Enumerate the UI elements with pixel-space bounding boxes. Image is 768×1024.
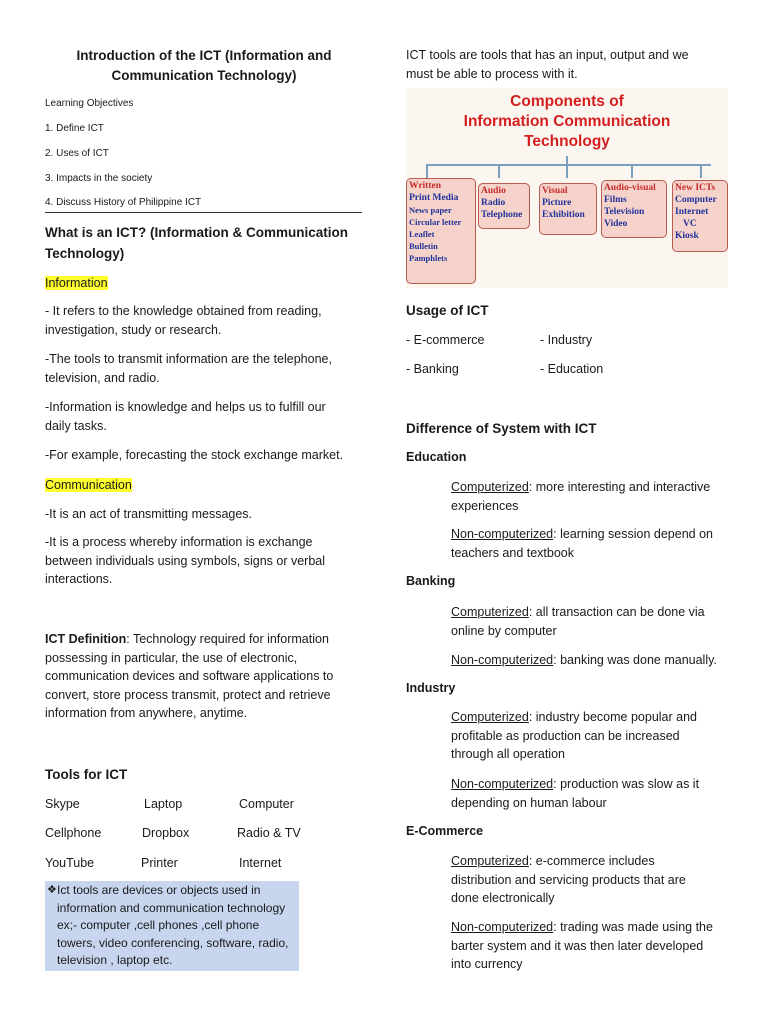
objective-item: 1. Define ICT [45, 123, 104, 134]
component-box-new-icts: New ICTs Computer Internet VC Kiosk [672, 180, 728, 252]
tool-item: Radio & TV [237, 826, 301, 840]
comm-paragraph-1: -It is an act of transmitting messages. [45, 507, 253, 521]
tool-item: YouTube [45, 856, 95, 870]
information-label: Information [45, 276, 108, 290]
tool-item: Internet [239, 856, 282, 870]
connector-line [426, 164, 428, 178]
ict-components-diagram [406, 88, 728, 288]
component-box-visual: Visual Picture Exhibition [539, 183, 597, 235]
ecommerce-non-computerized: Non-computerized: trading was made using the barter system and it was then later developed into currency [451, 920, 713, 971]
usage-item: - Education [540, 362, 604, 376]
ecommerce-computerized: Computerized: e-commerce includes distribution and servicing products that are done electronically [451, 854, 686, 905]
diagram-title: Components of Information Communication Technology [463, 93, 671, 150]
objective-item: 4. Discuss History of Philippine ICT [45, 197, 202, 208]
connector-line [700, 164, 702, 178]
objectives-heading: Learning Objectives [45, 98, 134, 109]
ict-tools-intro: ICT tools are tools that has an input, output and we must be able to process with it. [406, 48, 689, 81]
tool-item: Computer [239, 797, 294, 811]
banking-non-computerized: Non-computerized: banking was done manually. [451, 653, 717, 667]
info-paragraph-3: -Information is knowledge and helps us to fulfill our daily tasks. [45, 400, 326, 433]
objective-item: 3. Impacts in the society [45, 173, 153, 184]
usage-heading: Usage of ICT [406, 303, 489, 318]
difference-heading: Difference of System with ICT [406, 421, 597, 436]
education-computerized: Computerized: more interesting and interactive experiences [451, 480, 711, 513]
connector-line [498, 164, 500, 178]
page-title: Introduction of the ICT (Information and Communication Technology) [76, 48, 332, 83]
connector-line [426, 164, 711, 166]
component-box-audio-visual: Audio-visual Films Television Video [601, 180, 667, 238]
industry-computerized: Computerized: industry become popular and profitable as production can be increased through all operation [451, 710, 697, 761]
tool-item: Printer [141, 856, 178, 870]
what-is-ict-heading: What is an ICT? (Information & Communication Technology) [45, 225, 348, 261]
info-paragraph-1: - It refers to the knowledge obtained from reading, investigation, study or research. [45, 304, 322, 337]
diamond-bullet-icon: ❖ [47, 884, 57, 896]
usage-item: - Industry [540, 333, 593, 347]
ict-definition: ICT Definition: Technology required for information possessing in particular, the use of electronic, communication devices and software applications to convert, store process transmit, protect and retrieve information from anywhere, anytime. [45, 632, 334, 720]
ict-tools-note: ❖ Ict tools are devices or objects used in information and communication technology ex;- computer ,cell phones ,cell phone towers, video conferencing, software, radio, television , laptop etc. [45, 881, 299, 971]
banking-heading: Banking [406, 574, 456, 588]
tool-item: Laptop [144, 797, 183, 811]
tool-item: Dropbox [142, 826, 190, 840]
divider [45, 212, 362, 213]
info-paragraph-4: -For example, forecasting the stock exchange market. [45, 448, 344, 462]
comm-paragraph-2: -It is a process whereby information is exchange between individuals using symbols, signs or verbal interactions. [45, 535, 326, 586]
education-non-computerized: Non-computerized: learning session depend on teachers and textbook [451, 527, 713, 560]
connector-line [566, 164, 568, 178]
ecommerce-heading: E-Commerce [406, 824, 484, 838]
industry-heading: Industry [406, 681, 456, 695]
communication-label: Communication [45, 478, 132, 492]
connector-line [631, 164, 633, 178]
education-heading: Education [406, 450, 467, 464]
tool-item: Cellphone [45, 826, 102, 840]
tools-heading: Tools for ICT [45, 767, 128, 782]
objective-item: 2. Uses of ICT [45, 148, 109, 159]
usage-item: - E-commerce [406, 333, 485, 347]
industry-non-computerized: Non-computerized: production was slow as it depending on human labour [451, 777, 700, 810]
banking-computerized: Computerized: all transaction can be done via online by computer [451, 605, 705, 638]
info-paragraph-2: -The tools to transmit information are the telephone, television, and radio. [45, 352, 332, 385]
tool-item: Skype [45, 797, 80, 811]
component-box-audio: Audio Radio Telephone [478, 183, 530, 229]
usage-item: - Banking [406, 362, 459, 376]
component-box-written: Written Print Media News paper Circular letter Leaflet Bulletin Pamphlets [406, 178, 476, 284]
